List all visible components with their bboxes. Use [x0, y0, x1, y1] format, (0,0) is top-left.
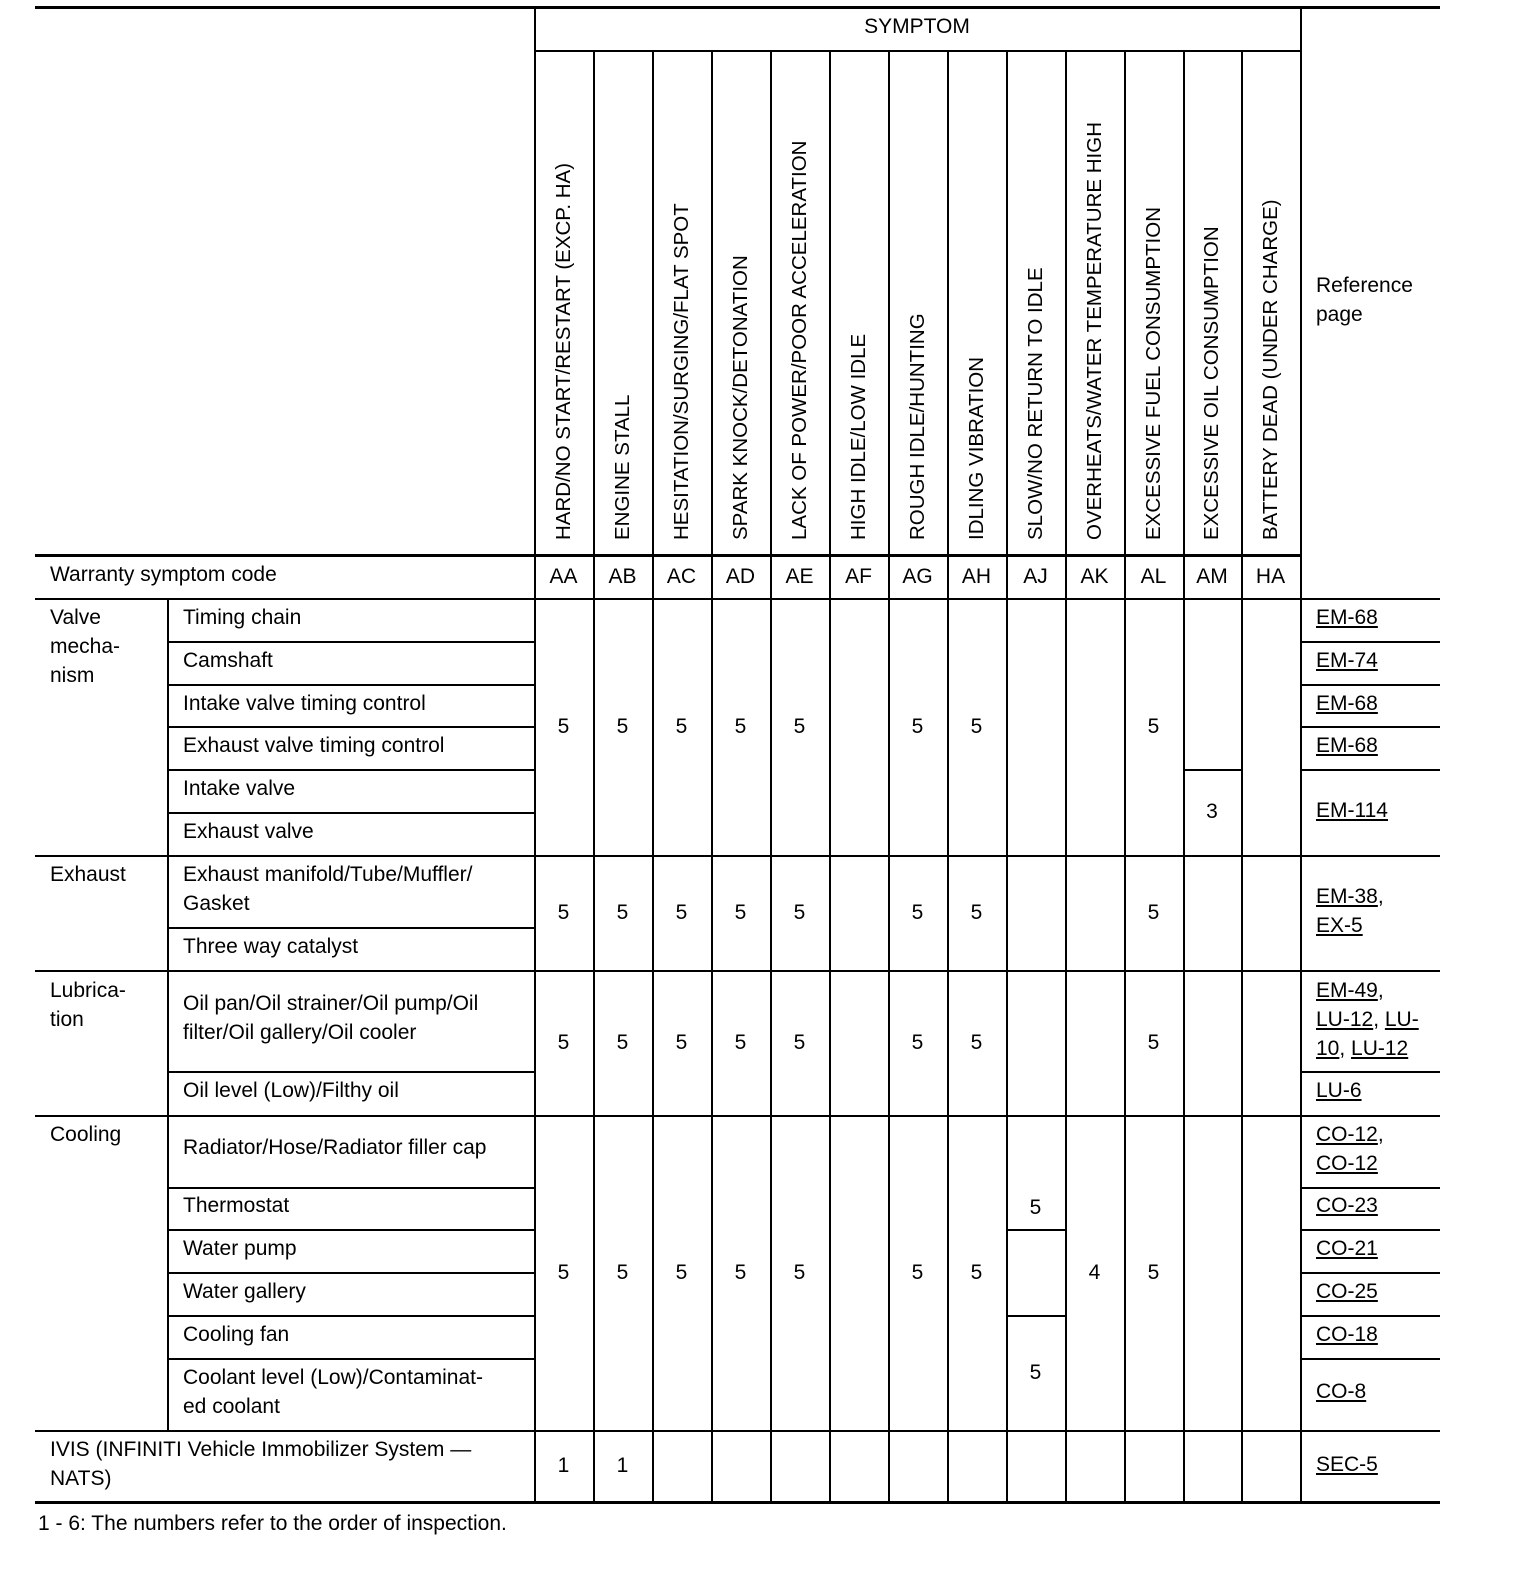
- ref-exhaust-vtc: [1316, 731, 1378, 760]
- item-separator: [167, 927, 534, 929]
- reference-link[interactable]: 10: [1316, 1037, 1340, 1060]
- exhaust-value: 5: [911, 900, 924, 924]
- warranty-code: AA: [549, 564, 578, 588]
- item-separator: [167, 1187, 534, 1189]
- item-oil-pan: Oil pan/Oil strainer/Oil pump/Oil filter/Oil gallery/Oil cooler: [183, 992, 479, 1044]
- cooling-value: 4: [1088, 1260, 1101, 1284]
- ref-thermostat: [1316, 1191, 1378, 1220]
- column-rule: [1300, 7, 1302, 1502]
- item-separator: [167, 812, 534, 814]
- item-radiator: Radiator/Hose/Radiator filler cap: [183, 1136, 487, 1159]
- cooling-value: 5: [675, 1260, 688, 1284]
- reference-link[interactable]: EM-74: [1316, 649, 1378, 672]
- group-label-cooling: Cooling: [50, 1123, 122, 1146]
- item-coolant-level: Coolant level (Low)/Contaminat- ed coolant: [183, 1366, 483, 1418]
- lubrication-value: 5: [970, 1030, 983, 1054]
- reference-link[interactable]: EM-38: [1316, 885, 1378, 908]
- ref-separator: [1300, 769, 1440, 771]
- warranty-code: AE: [785, 564, 814, 588]
- cooling-value: 5: [734, 1260, 747, 1284]
- ref-separator: [1300, 1272, 1440, 1274]
- item-oil-level: Oil level (Low)/Filthy oil: [183, 1079, 399, 1102]
- reference-link[interactable]: LU-12: [1316, 1008, 1374, 1031]
- warranty-symptom-code-label: Warranty symptom code: [50, 563, 277, 586]
- valve-value: 5: [911, 714, 924, 738]
- lubrication-value: 5: [1147, 1030, 1160, 1054]
- warranty-code: AF: [845, 564, 872, 588]
- reference-link[interactable]: CO-12: [1316, 1152, 1378, 1175]
- item-exhaust-manifold: Exhaust manifold/Tube/Muffler/ Gasket: [183, 863, 473, 915]
- reference-link[interactable]: EM-114: [1316, 799, 1388, 822]
- symptom-label: ENGINE STALL: [610, 394, 634, 540]
- item-thermostat: Thermostat: [183, 1194, 290, 1217]
- cooling-value: 5: [557, 1260, 570, 1284]
- item-separator: [167, 684, 534, 686]
- warranty-code: AD: [725, 564, 756, 588]
- ref-timing-chain: [1316, 603, 1378, 632]
- reference-link[interactable]: EM-68: [1316, 606, 1378, 629]
- footnote: 1 - 6: The numbers refer to the order of inspection.: [38, 1512, 507, 1535]
- item-timing-chain: Timing chain: [183, 606, 302, 629]
- reference-link[interactable]: EX-5: [1316, 914, 1363, 937]
- ref-cooling-fan: [1316, 1320, 1378, 1349]
- group-label-ivis: IVIS (INFINITI Vehicle Immobilizer System — NATS): [50, 1438, 472, 1490]
- reference-link[interactable]: CO-18: [1316, 1323, 1378, 1346]
- item-separator: [167, 1358, 534, 1360]
- lubrication-value: 5: [616, 1030, 629, 1054]
- ref-separator: [1300, 1229, 1440, 1231]
- table-bottom-border: [35, 1501, 1440, 1504]
- ref-separator: [1300, 1187, 1440, 1189]
- item-intake-valve-timing-control: Intake valve timing control: [183, 692, 426, 715]
- item-separator: [167, 769, 534, 771]
- exhaust-value: 5: [616, 900, 629, 924]
- exhaust-value: 5: [793, 900, 806, 924]
- ref-exhaust: [1316, 882, 1384, 940]
- lubrication-value: 5: [557, 1030, 570, 1054]
- item-camshaft: Camshaft: [183, 649, 273, 672]
- warranty-code: AG: [902, 564, 933, 588]
- valve-value: 5: [793, 714, 806, 738]
- item-exhaust-valve-timing-control: Exhaust valve timing control: [183, 734, 445, 757]
- reference-link[interactable]: SEC-5: [1316, 1453, 1378, 1476]
- symptom-label: ROUGH IDLE/HUNTING: [905, 313, 929, 540]
- ref-ivis: [1316, 1450, 1378, 1479]
- cooling-value: 5: [970, 1260, 983, 1284]
- reference-link[interactable]: EM-68: [1316, 734, 1378, 757]
- reference-link[interactable]: CO-25: [1316, 1280, 1378, 1303]
- reference-link[interactable]: CO-23: [1316, 1194, 1378, 1217]
- symptom-label: IDLING VIBRATION: [964, 356, 988, 540]
- cooling-value: 5: [616, 1260, 629, 1284]
- ref-separator: [1300, 1315, 1440, 1317]
- symptom-label: EXCESSIVE FUEL CONSUMPTION: [1141, 207, 1165, 540]
- cooling-aj-thermostat-value: 5: [1029, 1196, 1042, 1219]
- symptom-label: SLOW/NO RETURN TO IDLE: [1023, 267, 1047, 540]
- valve-value: 5: [970, 714, 983, 738]
- ref-separator: [1300, 1358, 1440, 1360]
- exhaust-value: 5: [675, 900, 688, 924]
- exhaust-value: 5: [557, 900, 570, 924]
- valve-value: 5: [1147, 714, 1160, 738]
- symptom-label: BATTERY DEAD (UNDER CHARGE): [1258, 199, 1282, 540]
- ref-radiator: [1316, 1120, 1384, 1178]
- symptom-label: SPARK KNOCK/DETONATION: [728, 255, 752, 540]
- cooling-aj-fan-value: 5: [1029, 1360, 1042, 1384]
- warranty-code: AM: [1196, 564, 1228, 588]
- ref-intake-vtc: [1316, 689, 1378, 718]
- item-intake-valve: Intake valve: [183, 777, 296, 800]
- symptom-label: HIGH IDLE/LOW IDLE: [846, 333, 870, 540]
- valve-value: 5: [616, 714, 629, 738]
- ivis-value: 1: [616, 1454, 629, 1477]
- reference-link[interactable]: EM-68: [1316, 692, 1378, 715]
- reference-separator: ,: [1377, 1123, 1384, 1146]
- symptom-header: SYMPTOM: [864, 15, 970, 38]
- warranty-code: AL: [1140, 564, 1167, 588]
- lubrication-value: 5: [793, 1030, 806, 1054]
- reference-separator: ,: [1377, 979, 1384, 1002]
- symptom-label: HARD/NO START/RESTART (EXCP. HA): [551, 162, 575, 540]
- item-separator: [167, 1315, 534, 1317]
- item-cooling-fan: Cooling fan: [183, 1323, 290, 1346]
- symptom-label: EXCESSIVE OIL CONSUMPTION: [1200, 226, 1223, 540]
- item-separator: [167, 1272, 534, 1274]
- ref-separator: [1300, 684, 1440, 686]
- warranty-code: AK: [1080, 564, 1109, 588]
- group-label-exhaust: Exhaust: [50, 863, 126, 886]
- ref-separator: [1300, 641, 1440, 643]
- reference-separator: ,: [1339, 1037, 1352, 1060]
- valve-value: 5: [734, 714, 747, 738]
- item-three-way-catalyst: Three way catalyst: [183, 935, 359, 958]
- item-exhaust-valve: Exhaust valve: [183, 820, 314, 843]
- reference-separator: ,: [1373, 1008, 1385, 1031]
- item-separator: [167, 726, 534, 728]
- reference-link[interactable]: LU-: [1384, 1008, 1419, 1031]
- warranty-code: AH: [961, 564, 992, 588]
- ref-coolant-level: [1316, 1377, 1366, 1406]
- ref-camshaft: [1316, 646, 1378, 675]
- warranty-code: AJ: [1023, 564, 1048, 588]
- cooling-value: 5: [911, 1260, 924, 1284]
- exhaust-value: 5: [734, 900, 747, 924]
- group-label-lubrication: Lubrica- tion: [50, 979, 126, 1031]
- ref-separator: [1300, 1071, 1440, 1073]
- item-water-gallery: Water gallery: [183, 1280, 306, 1303]
- ref-water-gallery: [1316, 1277, 1378, 1306]
- warranty-code: AB: [608, 564, 637, 588]
- cooling-value: 5: [1147, 1260, 1160, 1284]
- ref-water-pump: [1316, 1234, 1378, 1263]
- reference-link[interactable]: LU-12: [1351, 1037, 1409, 1060]
- table-top-border: [35, 6, 1440, 9]
- symptom-label: OVERHEATS/WATER TEMPERATURE HIGH: [1082, 121, 1106, 540]
- symptom-label: HESITATION/SURGING/FLAT SPOT: [669, 203, 693, 540]
- symptom-label: LACK OF POWER/POOR ACCELERATION: [787, 140, 811, 540]
- warranty-code: HA: [1255, 564, 1286, 588]
- valve-value: 5: [557, 714, 570, 738]
- ref-separator: [1300, 726, 1440, 728]
- valve-value: 5: [675, 714, 688, 738]
- warranty-code: AC: [666, 564, 697, 588]
- category-column-rule: [167, 598, 169, 1430]
- item-separator: [167, 641, 534, 643]
- item-water-pump: Water pump: [183, 1237, 297, 1260]
- valve-am-value: 3: [1206, 800, 1218, 823]
- reference-link[interactable]: CO-8: [1316, 1380, 1367, 1403]
- reference-link[interactable]: LU-6: [1316, 1079, 1362, 1102]
- lubrication-value: 5: [911, 1030, 924, 1054]
- cooling-value: 5: [793, 1260, 806, 1284]
- group-label-valve-mechanism: Valve mecha- nism: [50, 606, 121, 687]
- exhaust-value: 5: [1147, 900, 1160, 924]
- reference-link[interactable]: EM-49: [1316, 979, 1378, 1002]
- ivis-value: 1: [557, 1454, 570, 1477]
- lubrication-value: 5: [734, 1030, 747, 1054]
- ref-lubrication: [1316, 976, 1419, 1063]
- symptom-header-rule: [534, 50, 1300, 52]
- lubrication-value: 5: [675, 1030, 688, 1054]
- ref-oil-level: [1316, 1076, 1362, 1105]
- reference-link[interactable]: CO-12: [1316, 1123, 1378, 1146]
- exhaust-value: 5: [970, 900, 983, 924]
- ref-valves: [1316, 796, 1388, 825]
- reference-page-header: Reference page: [1316, 274, 1413, 326]
- item-separator: [167, 1229, 534, 1231]
- reference-link[interactable]: CO-21: [1316, 1237, 1378, 1260]
- reference-separator: ,: [1377, 885, 1384, 908]
- item-separator: [167, 1071, 534, 1073]
